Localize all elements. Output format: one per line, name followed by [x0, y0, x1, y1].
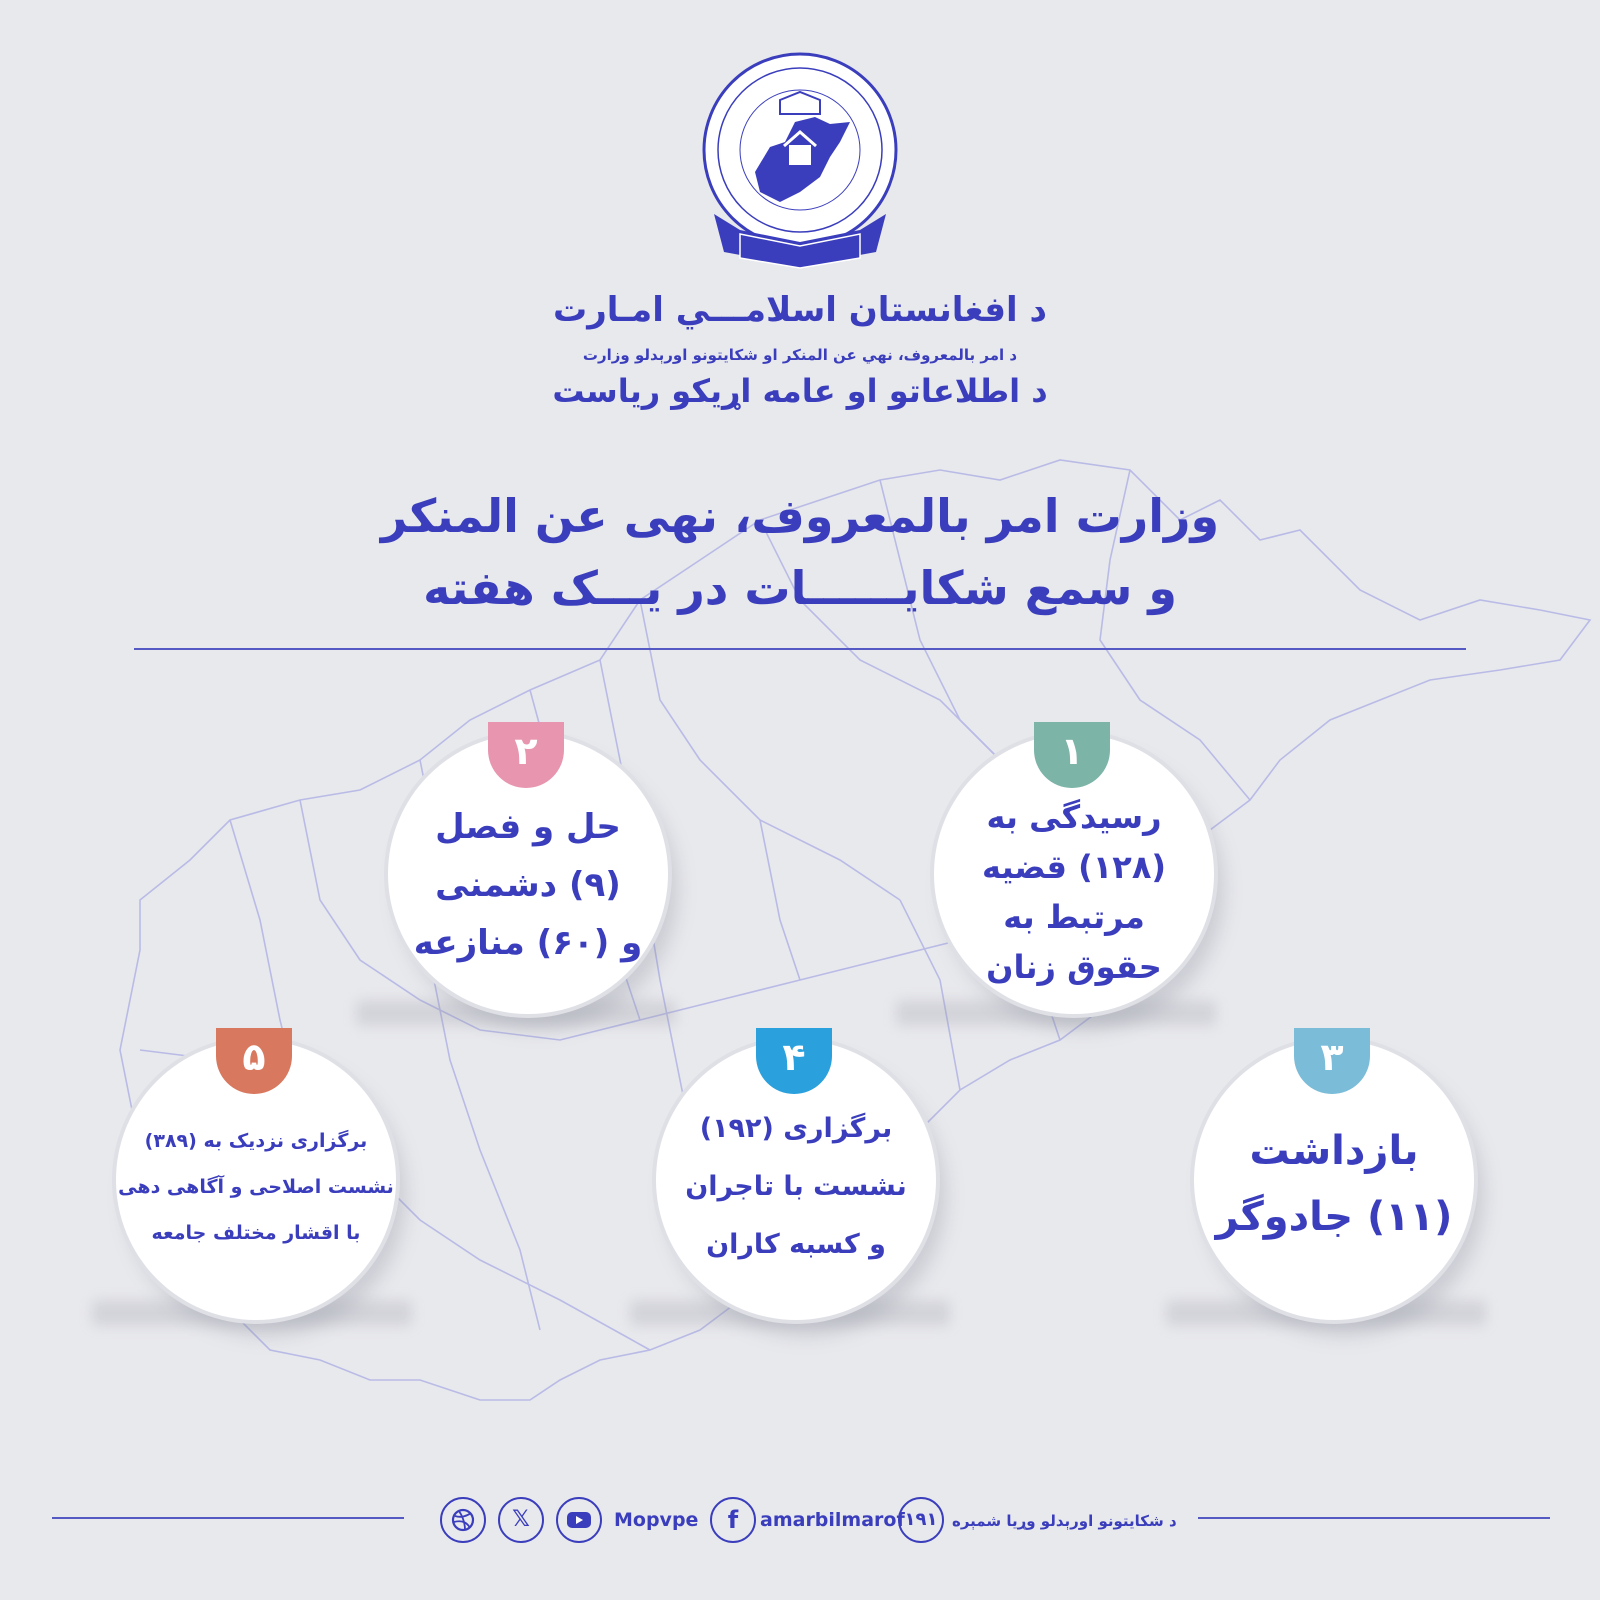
title-divider	[134, 648, 1466, 650]
stat-3-line-1: بازداشت	[1249, 1128, 1419, 1174]
stat-2-line-1: حل و فصل	[435, 807, 621, 847]
stat-4-line-2: نشست با تاجران	[685, 1171, 907, 1202]
stat-badge-5: ۵	[216, 1028, 292, 1094]
footer-divider-left	[52, 1517, 404, 1519]
stat-text-5	[116, 1118, 396, 1256]
youtube-icon[interactable]	[556, 1497, 602, 1543]
stat-text-3	[1194, 1118, 1474, 1250]
stat-badge-3: ۳	[1294, 1028, 1370, 1094]
hotline-number-badge: ۱۹۱	[898, 1497, 944, 1543]
footer-divider-right	[1198, 1517, 1550, 1519]
stat-badge-2: ۲	[488, 722, 564, 788]
stat-1-line-3: مرتبط به	[1003, 898, 1145, 936]
stat-4-line-1: برگزاری (۱۹۲)	[699, 1113, 893, 1144]
stat-4-line-3: و کسبه کاران	[706, 1229, 886, 1260]
stat-1-line-2: (۱۲۸) قضیه	[982, 848, 1166, 886]
stat-5-line-2: نشست اصلاحی و آگاهی دهی	[118, 1176, 394, 1198]
main-title	[0, 480, 1600, 624]
ministry-subtitle: د امر بالمعروف، نهي عن المنكر او شکايتونو اورېدلو وزارت	[582, 346, 1018, 364]
main-title-line-1: وزارت امر بالمعروف، نهی عن المنکر	[380, 489, 1220, 543]
dribbble-icon[interactable]	[440, 1497, 486, 1543]
stat-1-line-4: حقوق زنان	[986, 948, 1162, 986]
stat-text-1	[934, 792, 1214, 992]
directorate-title: د اطلاعاتو او عامه اړيکو رياست	[552, 372, 1048, 410]
facebook-handle[interactable]: amarbilmarof	[760, 1509, 905, 1531]
stat-5-line-1: برگزاری نزدیک به (۳۸۹)	[144, 1130, 368, 1152]
stat-text-2	[388, 798, 668, 972]
stat-1-line-1: رسیدگی به	[986, 798, 1162, 836]
stat-badge-1: ۱	[1034, 722, 1110, 788]
stat-badge-4: ۴	[756, 1028, 832, 1094]
facebook-icon[interactable]: f	[710, 1497, 756, 1543]
hotline-label: د شکايتونو اورېدلو وړيا شمېره	[952, 1512, 1177, 1530]
stat-5-line-3: با اقشار مختلف جامعه	[151, 1222, 361, 1244]
stat-3-line-2: (۱۱) جادوگر	[1215, 1194, 1453, 1240]
ministry-seal-logo	[700, 52, 900, 272]
youtube-handle[interactable]: Mopvpe	[614, 1509, 699, 1531]
stat-text-4	[656, 1100, 936, 1274]
stat-2-line-3: و (۶۰) منازعه	[413, 923, 643, 963]
x-icon[interactable]: 𝕏	[498, 1497, 544, 1543]
stat-2-line-2: (۹) دشمنی	[435, 865, 621, 905]
emirate-title: د افغانستان اسلامـــي امـارت	[553, 290, 1047, 330]
main-title-line-2: و سمع شکایــــــات در یـــک هفته	[423, 561, 1177, 615]
